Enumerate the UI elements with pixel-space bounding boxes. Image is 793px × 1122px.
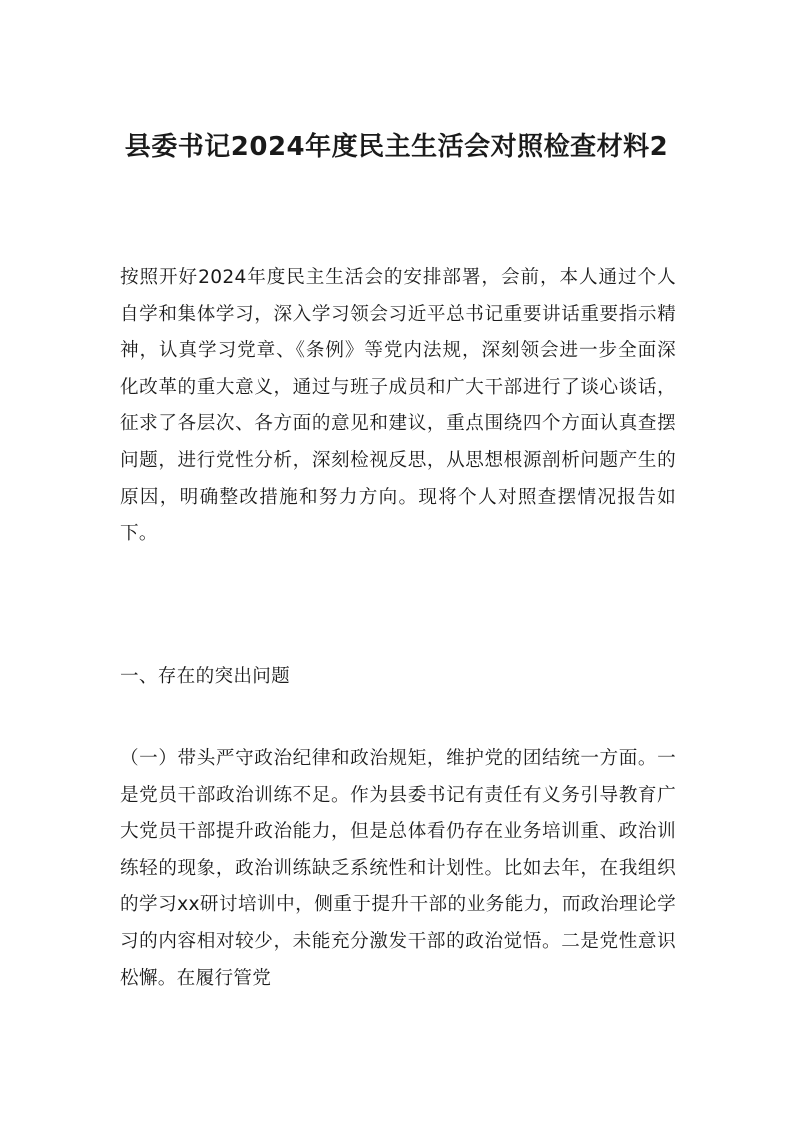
intro-paragraph: 按照开好2024年度民主生活会的安排部署，会前，本人通过个人自学和集体学习，深入学习领会习近平总书记重要讲话重要指示精神，认真学习党章、《条例》等党内法规，深刻领会进一步全面深化改革的重大意义，通过与班子成员和广大干部进行了谈心谈话，征求了各层次、各方面的意见和建议，重点围绕四个方面认真查摆问题，进行党性分析，深刻检视反思，从思想根源剖析问题产生的原因，明确整改措施和努力方向。现将个人对照查摆情况报告如下。	[120, 267, 676, 545]
body-paragraph: （一）带头严守政治纪律和政治规矩，维护党的团结统一方面。一是党员干部政治训练不足。作为县委书记有责任有义务引导教育广大党员干部提升政治能力，但是总体看仍存在业务培训重、政治训练轻的现象，政治训练缺乏系统性和计划性。比如去年，在我组织的学习xx研讨培训中，侧重于提升干部的业务能力，而政治理论学习的内容相对较少，未能充分激发干部的政治觉悟。二是党性意识松懈。在履行管党	[120, 748, 676, 989]
section-heading: 一、存在的突出问题	[120, 666, 291, 687]
document-title: 县委书记2024年度民主生活会对照检查材料2	[124, 132, 669, 162]
